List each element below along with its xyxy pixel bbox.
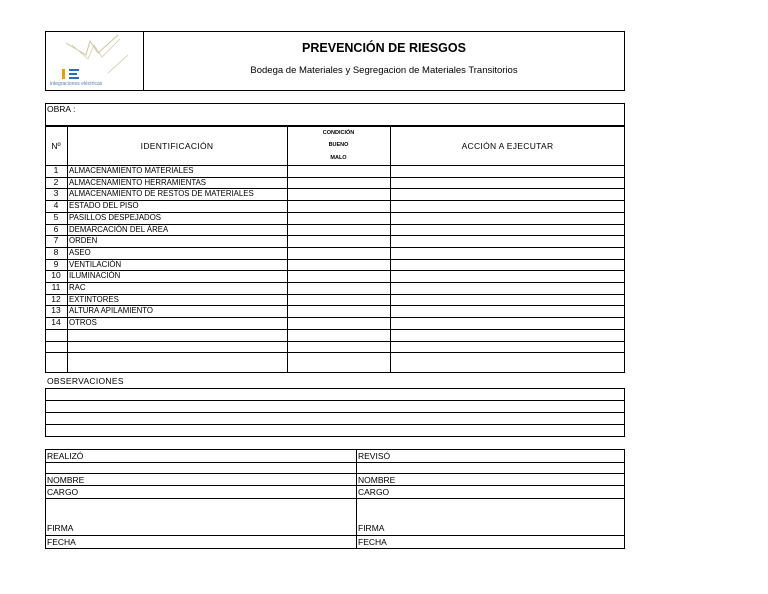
row-label: OTROS	[69, 317, 97, 327]
realizo-nombre-label: NOMBRE	[47, 475, 85, 485]
row-divider	[45, 270, 625, 271]
col-header-num: Nº	[51, 141, 61, 151]
row-label: EXTINTORES	[69, 294, 119, 304]
row-label: ASEO	[69, 247, 91, 257]
row-label: ALMACENAMIENTO HERRAMIENTAS	[69, 177, 207, 187]
row-divider	[45, 235, 625, 236]
signature-divider	[356, 449, 357, 549]
sig-line-1	[45, 462, 625, 463]
obs-line-2	[45, 412, 625, 413]
realizo-cargo-label: CARGO	[47, 487, 79, 497]
row-divider	[45, 259, 625, 260]
row-label: RAC	[69, 282, 86, 292]
company-logo	[48, 33, 142, 89]
checklist-table	[45, 126, 625, 373]
row-number: 7	[53, 235, 59, 245]
row-divider	[45, 341, 625, 342]
col-header-identificacion: IDENTIFICACIÓN	[140, 141, 214, 151]
row-number: 2	[53, 177, 59, 187]
col-divider-cond	[390, 126, 391, 373]
col-header-accion: ACCIÓN A EJECUTAR	[461, 141, 554, 151]
obra-label: OBRA :	[47, 104, 76, 114]
col-header-malo: MALO	[330, 155, 347, 161]
reviso-nombre-label: NOMBRE	[358, 475, 396, 485]
reviso-fecha-label: FECHA	[358, 537, 387, 547]
sig-line-5	[45, 535, 625, 536]
sig-line-2	[45, 473, 625, 474]
row-label: ALTURA APILAMIENTO	[69, 305, 154, 315]
col-divider-num	[67, 126, 68, 373]
row-number: 14	[51, 317, 61, 327]
row-number: 4	[53, 200, 59, 210]
row-number: 9	[53, 259, 59, 269]
row-number: 3	[53, 188, 59, 198]
row-number: 10	[51, 270, 61, 280]
col-divider-ident	[287, 126, 288, 373]
row-divider	[45, 352, 625, 353]
col-header-condicion: CONDICIÓN	[322, 130, 355, 136]
row-divider	[45, 247, 625, 248]
col-header-bueno: BUENO	[328, 142, 349, 148]
logo-subtext: integraciones eléctricas	[50, 81, 103, 87]
reviso-firma-label: FIRMA	[358, 523, 385, 533]
realizo-firma-label: FIRMA	[47, 523, 74, 533]
row-divider	[45, 317, 625, 318]
obra-box	[45, 103, 625, 126]
observaciones-label: OBSERVACIONES	[47, 376, 124, 386]
realizo-fecha-label: FECHA	[47, 537, 76, 547]
row-number: 1	[53, 165, 59, 175]
row-label: VENTILACIÓN	[69, 259, 122, 269]
realizo-label: REALIZÓ	[47, 451, 84, 461]
row-divider	[45, 282, 625, 283]
signature-box	[45, 449, 625, 549]
page-title: PREVENCIÓN DE RIESGOS	[302, 41, 466, 55]
row-label: ESTADO DEL PISO	[69, 200, 139, 210]
obs-line-3	[45, 424, 625, 425]
row-number: 13	[51, 305, 61, 315]
row-number: 11	[51, 282, 61, 292]
row-label: ILUMINACIÓN	[69, 270, 121, 280]
row-number: 6	[53, 224, 59, 234]
reviso-cargo-label: CARGO	[358, 487, 390, 497]
row-label: PASILLOS DESPEJADOS	[69, 212, 161, 222]
sig-line-4	[45, 498, 625, 499]
page-subtitle: Bodega de Materiales y Segregacion de Materiales Transitorios	[250, 65, 518, 76]
row-divider	[45, 329, 625, 330]
row-label: ALMACENAMIENTO DE RESTOS DE MATERIALES	[69, 188, 254, 198]
row-label: ORDEN	[69, 235, 98, 245]
reviso-label: REVISÓ	[358, 451, 391, 461]
row-label: ALMACENAMIENTO MATERIALES	[69, 165, 194, 175]
row-number: 5	[53, 212, 59, 222]
row-label: DEMARCACIÓN DEL ÁREA	[69, 224, 169, 234]
row-number: 8	[53, 247, 59, 257]
row-number: 12	[51, 294, 61, 304]
sig-line-3	[45, 485, 625, 486]
obs-line-1	[45, 400, 625, 401]
row-divider	[45, 294, 625, 295]
header-divider	[143, 31, 144, 91]
